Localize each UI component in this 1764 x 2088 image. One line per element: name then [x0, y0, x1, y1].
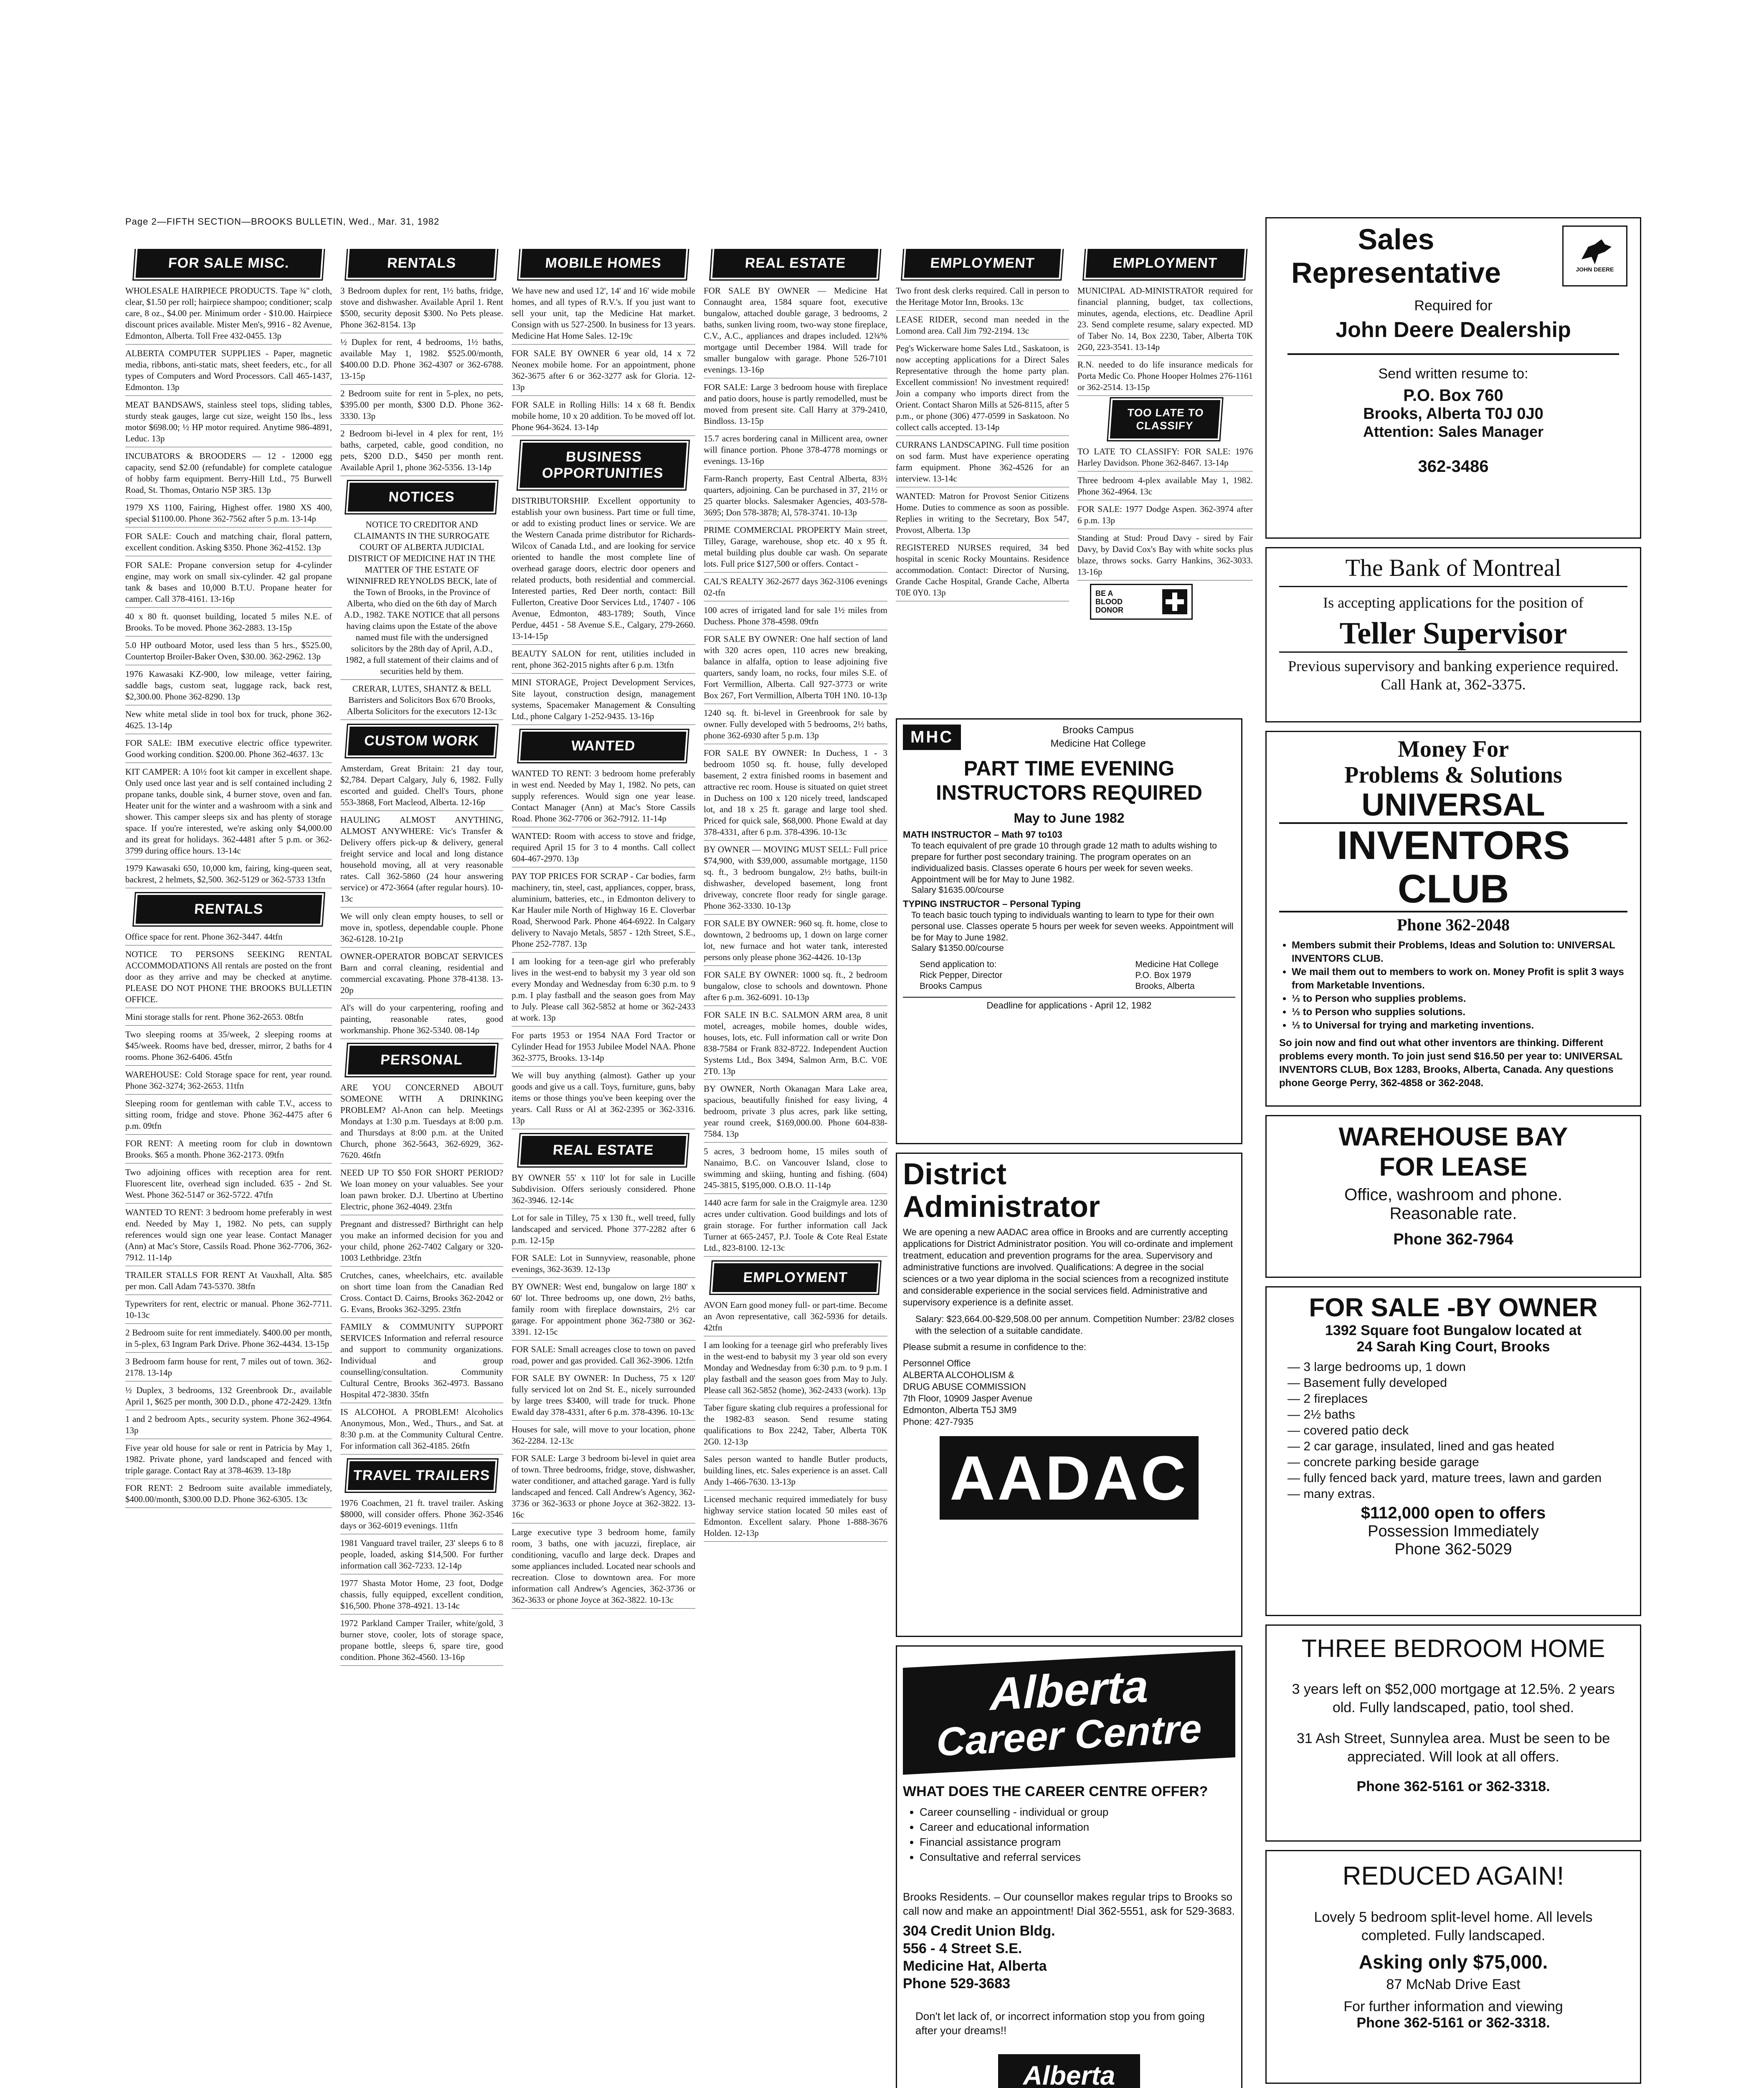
classified-ad: BEAUTY SALON for rent, utilities included in rent, phone 362-2015 nights after 6 p.m. 13tfn	[512, 646, 695, 674]
classified-ad: We will only clean empty houses, to sell or move in, spotless, dependable couple. Phone 362-6128. 10-21p	[340, 909, 503, 948]
classified-ad: 1976 Coachmen, 21 ft. travel trailer. Asking $8000, will consider offers. Phone 362-3546 days or 362-6019 evenings. 11tfn	[340, 1496, 503, 1534]
blood-donor-badge	[1090, 584, 1193, 620]
warehouse-bay-ad	[1265, 1115, 1641, 1278]
classified-ad: HAULING ALMOST ANYTHING, ALMOST ANYWHERE: Vic's Transfer & Delivery offers pick-up & delivery, general freight service and local and long distance household moving, all at very reasonable rates. Call 362-5860 (24 hour answering service) or 472-3664 (after regular hours). 10-13c	[340, 813, 503, 907]
classified-ad: Houses for sale, will move to your location, phone 362-2284. 12-13c	[512, 1422, 695, 1449]
blood-donor-line-1: BE A	[1095, 589, 1113, 598]
ads-real-estate	[704, 284, 887, 1257]
classified-ad: Farm-Ranch property, East Central Alberta, 83½ quarters, adjoining. Can be purchased in 37, 21½ or 25 quarter blocks. Salesmaker Agencies, 403-578-3695; Don 578-3878; Al, 578-3741. 10-13p	[704, 471, 887, 521]
bank-name: The Bank of Montreal	[1279, 554, 1627, 587]
bank-title: Teller Supervisor	[1279, 616, 1627, 653]
classified-ad: Typewriters for rent, electric or manual. Phone 362-7711. 10-13c	[125, 1297, 332, 1324]
section-header-rentals: RENTALS	[135, 895, 322, 924]
section-header-real-estate: REAL ESTATE	[712, 249, 879, 278]
fsbo-price: $112,000 open to offers	[1361, 1504, 1546, 1522]
college-ad	[896, 718, 1242, 1144]
career-addr-2: 556 - 4 Street S.E.	[903, 1941, 1022, 1956]
mhc-logo: MHC	[903, 725, 961, 750]
career-services	[903, 1804, 1235, 1865]
list-item: • Career and educational information	[920, 1819, 1235, 1835]
classified-ad: FOR SALE: Small acreages close to town on paved road, power and gas provided. Call 362-3906. 12tfn	[512, 1342, 695, 1369]
section-header-wanted: WANTED	[520, 732, 687, 760]
ads-for-sale-misc	[125, 284, 332, 888]
three-body-2: 31 Ash Street, Sunnylea area. Must be seen to be appreciated. Will look at all offers.	[1296, 1731, 1610, 1765]
classified-ad: IS ALCOHOL A PROBLEM! Alcoholics Anonymous, Mon., Wed., Thurs., and Sat. at 8:30 p.m. at the Community Cultural Centre. For information call 362-4185. 26tfn	[340, 1405, 503, 1455]
list-item: • ⅓ to Person who supplies solutions.	[1292, 1006, 1627, 1019]
math-heading: MATH INSTRUCTOR – Math 97 to103	[903, 829, 1062, 840]
wh-line-2: Reasonable rate.	[1389, 1204, 1517, 1223]
career-phone: Phone 529-3683	[903, 1976, 1011, 1992]
classified-ad: Pregnant and distressed? Birthright can help you make an informed decision for you and your child, phone 262-7402 Calgary or 320-1003 Lethbridge. 23tfn	[340, 1217, 503, 1267]
typing-body: To teach basic touch typing to individuals wanting to learn to type for their own personal use. Classes operate 5 hours per week for seven weeks. Appointment will be for May to June 1982.	[911, 910, 1234, 943]
section-header-notices: NOTICES	[348, 483, 496, 512]
section-header-real-estate-2: REAL ESTATE	[520, 1136, 687, 1165]
aadac-ad	[896, 1153, 1242, 1637]
send-label: Send application to:	[920, 960, 997, 969]
classified-ad: 15.7 acres bordering canal in Millicent area, owner will finance portion. Phone 378-4778 mornings or evenings. 13-16p	[704, 431, 887, 470]
classified-ad: PRIME COMMERCIAL PROPERTY Main street, Tilley, Garage, warehouse, shop etc. 40 x 95 ft. metal building plus double car wash. On separate lots. Full price $127,500 or offers. Contact -	[704, 523, 887, 573]
classified-ad: Two adjoining offices with reception area for rent. Fluorescent lite, overhead sign included. 635 - 2nd St. West. Phone 362-5147 or 362-5722. 47tfn	[125, 1165, 332, 1204]
inv-items	[1279, 939, 1627, 1032]
classified-ad: Lot for sale in Tilley, 75 x 130 ft., well treed, fully landscaped and serviced. Phone 377-2282 after 6 p.m. 12-15p	[512, 1211, 695, 1249]
sales-city: Brooks, Alberta T0J 0J0	[1363, 405, 1544, 423]
classified-ad: TO LATE TO CLASSIFY: FOR SALE: 1976 Harley Davidson. Phone 362-8467. 13-14p	[1077, 444, 1253, 471]
classified-ad: Large executive type 3 bedroom home, family room, 3 baths, one with jacuzzi, fireplace, air conditioning, vacuflo and large deck. Drapes and some appliances included. Located near schools and recreation. Close to downtown area. For more information call Andrew's Agencies, 362-3736 or 362-3633 or phone Joyce at 362-3822. 10-13c	[512, 1525, 695, 1609]
career-question: WHAT DOES THE CAREER CENTRE OFFER?	[903, 1784, 1208, 1799]
classified-ad: MEAT BANDSAWS, stainless steel tops, sliding tables, sturdy steak gauges, large cut size, weight 150 lbs., less motor $698.00; ½ HP motor required. Anytime 986-4891, Leduc. 13p	[125, 398, 332, 447]
inventors-club-ad	[1265, 731, 1641, 1107]
classified-ad: FOR SALE: Large 3 bedroom bi-level in quiet area of town. Three bedrooms, fridge, stove, dishwasher, water conditioner, and attached garage. Yard is fully landscaped and fenced. Call Andrew's Agency, 362-3736 or 362-3633 or phone Joyce at 362-3822. 13-16c	[512, 1451, 695, 1523]
classified-ad: FOR SALE: Propane conversion setup for 4-cylinder engine, may work on small six-cylinder. 42 gal propane tank & bases and 10,000 B.T.U. Propane heater for camper. Call 378-4161. 13-16p	[125, 558, 332, 608]
wh-title-1: WAREHOUSE BAY	[1338, 1123, 1568, 1151]
fsbo-sub-2: 24 Sarah King Court, Brooks	[1356, 1339, 1550, 1355]
classified-ad: 5 acres, 3 bedroom home, 15 miles south of Nanaimo, B.C. on Vancouver Island, close to swimming and skiing, hunting and fishing. (604) 245-3815, $195,000. O.B.O. 11-14p	[704, 1144, 887, 1194]
classified-ad: Standing at Stud: Proud Davy - sired by Fair Davy, by David Cox's Bay with white socks plus blaze, throws socks. Garry Hankins, 362-3033. 13-16p	[1077, 531, 1253, 580]
sales-phone: 362-3486	[1418, 457, 1489, 476]
college-campus: Brooks Campus	[1062, 725, 1134, 736]
reduced-info: For further information and viewing	[1343, 1999, 1563, 2015]
list-item: • Members submit their Problems, Ideas and Solution to: UNIVERSAL INVENTORS CLUB.	[1292, 939, 1627, 965]
classified-ad: 1979 XS 1100, Fairing, Highest offer. 1980 XS 400, special $1100.00. Phone 362-7562 after 5 p.m. 13-14p	[125, 500, 332, 527]
career-logo	[903, 1650, 1235, 1775]
aadac-title-1: District	[903, 1158, 1007, 1191]
column-2	[340, 249, 503, 2088]
three-bedroom-ad	[1265, 1624, 1641, 1842]
reduced-addr: 87 McNab Drive East	[1386, 1977, 1521, 1992]
list-item: — many extras.	[1288, 1486, 1623, 1502]
classified-ad: 2 Bedroom suite for rent immediately. $400.00 per month, in 5-plex, 63 Ingram Park Drive. Phone 362-4434. 13-15p	[125, 1325, 332, 1353]
career-footer: Don't let lack of, or incorrect information stop you from going after your dreams!!	[915, 2010, 1205, 2037]
classified-ad: AVON Earn good money full- or part-time. Become an Avon representative, call 362-5936 for details. 42tfn	[704, 1298, 887, 1336]
list-item: — 2 car garage, insulated, lined and gas heated	[1288, 1439, 1623, 1455]
classified-ad: 2 Bedroom bi-level in 4 plex for rent, 1½ baths, carpeted, cable, good condition, no pets, $200 D.D., $450 per month rent. Available April 1, phone 362-5356. 13-14p	[340, 426, 503, 476]
send-campus: Brooks Campus	[920, 981, 982, 991]
classified-ad: ALBERTA COMPUTER SUPPLIES - Paper, magnetic media, ribbons, anti-static mats, sheet feeders, etc., for all types of Computers and Word Processors. Call 465-1437, Edmonton. 13p	[125, 346, 332, 396]
section-header-rentals-2: RENTALS	[348, 249, 496, 278]
classified-ad: CURRANS LANDSCAPING. Full time position on sod farm. Must have experience operating farm equipment. Phone 362-4526 for an interview. 13-14c	[896, 438, 1069, 487]
ads-employment	[896, 284, 1069, 601]
classified-ad: Five year old house for sale or rent in Patricia by May 1, 1982. Private phone, yard landscaped and fenced with triple garage. Contact Ray at 378-4639. 13-18p	[125, 1441, 332, 1479]
classified-ad: FOR SALE IN B.C. SALMON ARM area, 8 unit motel, acreages, mobile homes, double wides, houses, lots, etc. Full information call or write Don 838-7584 or Frank 832-8722. Independent Auction Systems Ltd., Box 3494, Salmon Arm, B.C. V0E 2T0. 13p	[704, 1008, 887, 1080]
classified-ad: 1440 acre farm for sale in the Craigmyle area. 1230 acres under cultivation. Good buildings and lots of grain storage. For further information call Jack Turner at 665-2457, P.J. Toole & Cote Real Estate Ltd., 823-8100. 12-13c	[704, 1196, 887, 1257]
list-item: • ⅓ to Person who supplies problems.	[1292, 992, 1627, 1006]
three-phone: Phone 362-5161 or 362-3318.	[1356, 1779, 1550, 1794]
classified-ad: FOR SALE BY OWNER — Medicine Hat Connaught area, 1584 square foot, executive bungalow, attached double garage, 3 bedrooms, 2 baths, sunken living room, two-way stone fireplace, C.V., A.C., appliances and drapes included. 12¾% mortgage until December 1984. Will trade for smaller bungalow with garage. Phone 526-7101 evenings. 13-16p	[704, 284, 887, 378]
fsbo-phone: Phone 362-5029	[1394, 1541, 1512, 1558]
sales-req: Required for	[1414, 298, 1493, 314]
classified-ad: Sales person wanted to handle Butler products, building lines, etc. Sales experience is an asset. Call Andy 1-466-7630. 13-13p	[704, 1452, 887, 1490]
list-item: — Basement fully developed	[1288, 1375, 1623, 1391]
ads-mobile-homes	[512, 284, 695, 436]
classified-ad: BY OWNER: West end, bungalow on large 180' x 60' lot. Three bedrooms up, one down, 2½ baths, family room with fireplace downstairs, 2½ car garage. For appointment phone 362-7380 or 362-3391. 12-15c	[512, 1280, 695, 1340]
career-addr-1: 304 Credit Union Bldg.	[903, 1923, 1055, 1939]
classified-ad: FOR SALE BY OWNER: 1000 sq. ft., 2 bedroom bungalow, close to schools and downtown. Phone after 6 p.m. 362-6091. 10-13p	[704, 968, 887, 1006]
inv-line-1: Money For	[1398, 736, 1509, 762]
addr-3: Brooks, Alberta	[1135, 981, 1195, 991]
list-item: — 2½ baths	[1288, 1407, 1623, 1423]
wh-title-2: FOR LEASE	[1379, 1153, 1528, 1181]
classified-ad: FOR RENT: 2 Bedroom suite available immediately, $400.00/month, $300.00 D.D. Phone 362-6305. 13c	[125, 1481, 332, 1508]
classified-ad: CRERAR, LUTES, SHANTZ & BELL Barristers and Solicitors Box 670 Brooks, Alberta Solicitors for the executors 12-13c	[340, 682, 503, 720]
classified-ad: Taber figure skating club requires a professional for the 1982-83 season. Send resume stating qualifications to Box 2242, Taber, Alberta T0K 2G0. 12-13p	[704, 1401, 887, 1450]
fsbo-possession: Possession Immediately	[1368, 1523, 1539, 1540]
classified-ad: 3 Bedroom duplex for rent, 1½ baths, fridge, stove and dishwasher. Available April 1. Rent $500, security deposit $300. No Pets please. Phone 362-8154. 13p	[340, 284, 503, 333]
inv-body: So join now and find out what other inventors are thinking. Different problems every month. To join just send $16.50 per year to: UNIVERSAL INVENTORS CLUB, Box 1283, Brooks, Alberta, Canada. Any questions phone George Perry, 362-4858 or 362-2048.	[1279, 1037, 1622, 1089]
classified-ad: For parts 1953 or 1954 NAA Ford Tractor or Cylinder Head for 1953 Jubilee Model NAA. Phone 362-3775, Brooks. 13-14p	[512, 1028, 695, 1067]
aadac-body: We are opening a new AADAC area office in Brooks and are currently accepting applications for District Administrator position. You will co-ordinate and implement treatment, education and prevention programs for the area. Supervisory and administrative functions are involved. Qualifications: A degree in the social sciences or a two year diploma in the social sciences from a recognized institute and considerable experience in the social services field. Administrative and supervisory experience is a definite asset.	[903, 1227, 1233, 1308]
section-header-for-sale-misc: FOR SALE MISC.	[135, 249, 322, 278]
fsbo-title: FOR SALE -BY OWNER	[1309, 1293, 1598, 1322]
addr-1: Medicine Hat College	[1135, 960, 1219, 969]
column-6	[1077, 249, 1253, 708]
aadac-salary: Salary: $23,664.00-$29,508.00 per annum. Competition Number: 23/82 closes with the selection of a suitable candidate.	[915, 1314, 1234, 1336]
classified-ad: I am looking for a teenage girl who preferably lives in the west-end to babysit my 3 year old son every Monday and Wednesday from 6:30 p.m. to 9 p.m. I play fastball and the season goes from May to July. Please call 362-5852 (home), 362-2433 (work). 13p	[704, 1338, 887, 1399]
classified-ad: MUNICIPAL AD-MINISTRATOR required for financial planning, budget, tax collections, minutes, agenda, elections, etc. Deadline April 23. Send complete resume, salary expected. MD of Taber No. 14, Box 2230, Taber, Alberta T0K 2G0, 223-3541. 13-14p	[1077, 284, 1253, 356]
classified-ad: FAMILY & COMMUNITY SUPPORT SERVICES Information and referral resource and support to community organizations. Individual and group counselling/consultation. Community Cultural Centre, Brooks 362-4973. Bassano Hospital 472-3830. 35tfn	[340, 1320, 503, 1403]
classified-ad: Office space for rent. Phone 362-3447. 44tfn	[125, 930, 332, 945]
college-dates: May to June 1982	[1014, 811, 1125, 826]
inv-phone: Phone 362-2048	[1397, 915, 1510, 934]
math-body: To teach equivalent of pre grade 10 through grade 12 math to adults wishing to prepare for further post secondary training. The program operates on an individualized basis. Classes operate 6 hours per week for seven weeks. Appointment will be for May to June 1982.	[911, 841, 1217, 884]
classified-ad: Two sleeping rooms at 35/week, 2 sleeping rooms at $45/week. Rooms have bed, dresser, mirror, 2 baths for 4 rooms. Phone 362-6406. 45tfn	[125, 1027, 332, 1066]
classified-ad: FOR RENT: A meeting room for club in downtown Brooks. $65 a month. Phone 362-2173. 09tfn	[125, 1136, 332, 1163]
career-logo-line-1: Alberta	[990, 1660, 1148, 1720]
list-item: • ⅓ to Universal for trying and marketing inventions.	[1292, 1019, 1627, 1032]
classified-ad: MINI STORAGE, Project Development Services, Site layout, construction design, management systems, Spacemaker Management & Consulting Ltd., phone Calgary 1-252-9435. 13-16p	[512, 675, 695, 725]
aadac-logo: AADAC	[940, 1436, 1199, 1520]
classified-ad: New white metal slide in tool box for truck, phone 362-4625. 13-14p	[125, 707, 332, 734]
reduced-phone: Phone 362-5161 or 362-3318.	[1356, 2015, 1550, 2031]
list-item: — concrete parking beside garage	[1288, 1455, 1623, 1470]
sales-box: P.O. Box 760	[1403, 386, 1503, 405]
bank-of-montreal-ad	[1265, 547, 1641, 722]
classified-ad: ½ Duplex, 3 bedrooms, 132 Greenbrook Dr., available April 1, $625 per month, 300 D.D., phone 472-2429. 13tfn	[125, 1383, 332, 1410]
sales-attn: Attention: Sales Manager	[1363, 423, 1544, 440]
aadac-a1: Personnel Office	[903, 1358, 971, 1368]
classified-ad: 100 acres of irrigated land for sale 1½ miles from Duchess. Phone 378-4598. 09tfn	[704, 603, 887, 630]
classified-ad: FOR SALE: 1977 Dodge Aspen. 362-3974 after 6 p.m. 13p	[1077, 502, 1253, 529]
math-salary: Salary $1635.00/course	[911, 885, 1004, 895]
list-item: • We mail them out to members to work on. Money Profit is split 3 ways from Marketable Inventions.	[1292, 965, 1627, 992]
classified-ad: 2 Bedroom suite for rent in 5-plex, no pets, $395.00 per month, $300 D.D. Phone 362-3330. 13p	[340, 386, 503, 425]
college-title: PART TIME EVENING INSTRUCTORS REQUIRED	[935, 757, 1202, 804]
list-item: — 2 fireplaces	[1288, 1391, 1623, 1407]
three-title: THREE BEDROOM HOME	[1301, 1634, 1605, 1662]
classified-ad: 1977 Shasta Motor Home, 23 foot, Dodge chassis, fully equipped, excellent condition, $16,500. Phone 378-4921. 13-14c	[340, 1576, 503, 1614]
list-item: • Financial assistance program	[920, 1835, 1235, 1850]
page-folio: Page 2—FIFTH SECTION—BROOKS BULLETIN, Wed., Mar. 31, 1982	[125, 216, 440, 227]
list-item: — fully fenced back yard, mature trees, lawn and garden	[1288, 1470, 1623, 1486]
classified-ad: 1979 Kawasaki 650, 10,000 km, fairing, king-queen seat, backrest, 2 helmets, $2,500. 362-5129 or 362-5733 13tfn	[125, 861, 332, 888]
column-4	[704, 249, 887, 2088]
classified-ad: FOR SALE: Large 3 bedroom house with fireplace and patio doors, house is partly remodelled, must be moved from present site. Call Harry at 379-2410, Bindloss. 13-15p	[704, 380, 887, 430]
ads-notices	[340, 517, 503, 720]
classified-ad: 1981 Vanguard travel trailer, 23' sleeps 6 to 8 people, loaded, asking $14,500. For further information call 362-7233. 12-14p	[340, 1536, 503, 1574]
classified-ad: Peg's Wickerware home Sales Ltd., Saskatoon, is now accepting applications for a Direct Sales Representative through the home party plan. Excellent commission! No investment required! Join a company who imports direct from the Orient. Contact Sharon Mills at 526-8115, after 5 p.m., or phone (306) 477-0599 in Saskatoon. No collect calls accepted. 13-14p	[896, 341, 1069, 436]
wh-line-1: Office, washroom and phone.	[1344, 1186, 1562, 1204]
ads-rentals-1	[125, 930, 332, 1508]
list-item: • Consultative and referral services	[920, 1850, 1235, 1865]
ads-employment-2	[1077, 284, 1253, 396]
alberta-signature-logo	[998, 2054, 1140, 2088]
column-5	[896, 249, 1069, 708]
section-header-too-late: TOO LATE TO CLASSIFY	[1110, 400, 1220, 438]
classified-ad: I am looking for a teen-age girl who preferably lives in the west-end to babysit my 3 year old son every Monday and Wednesday from 6:30 p.m. to 9 p.m. I play fastball and the season goes from May to July. Please call 362-5852 at home or 362-2433 at work. 13p	[512, 954, 695, 1026]
classified-ad: FOR SALE: Lot in Sunnyview, reasonable, phone evenings, 362-3639. 12-13p	[512, 1251, 695, 1278]
reduced-price: Asking only $75,000.	[1358, 1951, 1548, 1973]
classified-ad: FOR SALE BY OWNER 6 year old, 14 x 72 Neonex mobile home. For an appointment, phone 362-3675 after 6 or 362-3277 ask for Gloria. 12-13p	[512, 346, 695, 396]
ads-real-estate-2	[512, 1171, 695, 1609]
classified-ad: 5.0 HP outboard Motor, used less than 5 hrs., $525.00, Countertop Broiler-Baker Oven, $30.00. 362-2962. 13p	[125, 638, 332, 665]
reduced-body: Lovely 5 bedroom split-level home. All levels completed. Fully landscaped.	[1314, 1909, 1593, 1944]
typing-salary: Salary $1350.00/course	[911, 943, 1004, 953]
classified-ad: FOR SALE BY OWNER: One half section of land with 320 acres open, 110 acres new breaking, balance in alfalfa, option to lease adjoining five quarters, sandy loam, no rocks, four miles S.E. of Fort Vermillion, Alberta. Call 927-3773 or write Box 267, Fort Vermillion, Alberta T0H 1N0. 10-13p	[704, 632, 887, 704]
classified-ad: NOTICE TO PERSONS SEEKING RENTAL ACCOMMODATIONS All rentals are posted on the front door as they arrive and may be checked at anytime. PLEASE DO NOT PHONE THE BROOKS BULLETIN OFFICE.	[125, 947, 332, 1008]
classified-ad: R.N. needed to do life insurance medicals for Porta Medic Co. Phone Hooper Holmes 276-1161 or 362-2514. 13-15p	[1077, 357, 1253, 396]
aadac-a4: 7th Floor, 10909 Jasper Avenue	[903, 1393, 1033, 1404]
classified-ad: Licensed mechanic required immediately for busy highway service station located 50 miles east of Edmonton. Excellent salary. Phone 1-888-3676 Holden. 12-13p	[704, 1492, 887, 1542]
section-header-travel-trailers: TRAVEL TRAILERS	[348, 1461, 496, 1490]
classified-ad: DISTRIBUTORSHIP. Excellent opportunity to establish your own business. Part time or full time, or add to existing product lines or service. We are the Western Canada prime distributor for Richards-Wilcox of Canada Ltd., and are looking for service oriented to handle the most complete line of overhead garage doors, electric door openers and related products, both residential and commercial. Interested parties, Red Deer north, contact: Bill Fullerton, Creative Door Services Ltd., 17407 - 106 Avenue, Edmonton, 483-1789; South, Vince Perdue, 4451 - 58 Avenue S.E., Calgary, 279-2660. 13-14-15p	[512, 494, 695, 645]
career-body: Brooks Residents. – Our counsellor makes regular trips to Brooks so call now and make an appointment! Dial 362-5551, ask for 529-3683.	[903, 1890, 1235, 1917]
inv-line-4: INVENTORS CLUB	[1279, 822, 1627, 912]
ads-rentals-2	[340, 284, 503, 476]
alberta-sig: Alberta	[1023, 2060, 1115, 2088]
classified-ad: 1 and 2 bedroom Apts., security system. Phone 362-4964. 13p	[125, 1412, 332, 1439]
classified-ad: FOR SALE: Couch and matching chair, floral pattern, excellent condition. Asking $350. Phone 362-4152. 13p	[125, 529, 332, 556]
ads-personal	[340, 1080, 503, 1455]
blood-donor-line-2: BLOOD	[1095, 598, 1123, 606]
classified-ad: ½ Duplex for rent, 4 bedrooms, 1½ baths, available May 1, 1982. $525.00/month, $400.00 D.D. Phone 362-4307 or 362-6788. 13-15p	[340, 335, 503, 385]
list-item: — covered patio deck	[1288, 1423, 1623, 1439]
classified-ad: OWNER-OPERATOR BOBCAT SERVICES Barn and corral cleaning, residential and commercial excavating. Phone 378-4138. 13-20p	[340, 949, 503, 999]
classified-ad: KIT CAMPER: A 10½ foot kit camper in excellent shape. Only used once last year and is self contained including 2 propane tanks, double sink, 4 burner stove, oven and fan. Heater unit for the winter and a washroom with a sink and shower. This camper sleeps six and has plenty of storage space. If you're interested, we're asking only $4,000.00 and its great for holidays. 362-4481 after 5 p.m. or 362-3799 during office hours. 13-14c	[125, 765, 332, 859]
classified-ad: Al's will do your carpentering, roofing and painting, reasonable rates, good workmanship. Phone 362-5340. 08-14p	[340, 1001, 503, 1039]
career-logo-line-2: Career Centre	[936, 1706, 1202, 1765]
sales-title: Sales Representative	[1291, 223, 1501, 289]
classified-ad: LEASE RIDER, second man needed in the Lomond area. Call Jim 792-2194. 13c	[896, 312, 1069, 340]
three-body-1: 3 years left on $52,000 mortgage at 12.5%. 2 years old. Fully landscaped, patio, tool shed.	[1292, 1681, 1615, 1716]
college-name: Medicine Hat College	[1050, 738, 1146, 749]
classified-ad: 1976 Kawasaki KZ-900, low mileage, vetter fairing, saddle bags, custom seat, luggage rack, back rest, $2,300.00. Phone 362-8290. 13p	[125, 667, 332, 705]
classified-ad: We have new and used 12', 14' and 16' wide mobile homes, and all types of R.V.'s. If you just want to sell your unit, tap the Medicine Hat market. Consign with us 527-2500. In business for 13 years. Medicine Hat Home Sales. 12-19c	[512, 284, 695, 345]
classified-ad: BY OWNER 55' x 110' lot for sale in Lucille Subdivision. Offers seriously considered. Phone 362-3946. 12-14c	[512, 1171, 695, 1209]
career-centre-ad	[896, 1645, 1242, 2088]
list-item: — 3 large bedrooms up, 1 down	[1288, 1359, 1623, 1375]
reduced-again-ad	[1265, 1850, 1641, 2084]
ads-custom-work	[340, 761, 503, 1039]
classified-ad: WANTED: Matron for Provost Senior Citizens Home. Duties to commence as soon as possible. Replies in writing to the Secretary, Box 547, Provost, Alberta. 13p	[896, 489, 1069, 539]
section-header-personal: PERSONAL	[348, 1046, 496, 1074]
classified-ad: BY OWNER — MOVING MUST SELL: Full price $74,900, with $39,000, assumable mortgage, 1150 sq. ft., 3 bedroom bungalow, 2½ baths, built-in dishwasher, developed basement, long front driveway, concrete floor ready for single garage. Phone 362-3330. 10-13p	[704, 842, 887, 915]
classified-ad: ARE YOU CONCERNED ABOUT SOMEONE WITH A DRINKING PROBLEM? Al-Anon can help. Meetings Mondays at 1:30 p.m. Tuesdays at 8:00 p.m. and Thursdays at 8:00 p.m. at the United Church, phone 362-5643, 362-6929, 362-7620. 46tfn	[340, 1080, 503, 1164]
column-1	[125, 249, 332, 2088]
classified-ad: REGISTERED NURSES required, 34 bed hospital in scenic Rocky Mountains. Residence accommodation. Contact: Director of Nursing, Grande Cache Hospital, Grande Cache, Alberta T0E 0Y0. 13p	[896, 540, 1069, 601]
classified-ad: WANTED TO RENT: 3 bedroom home preferably in west end. Needed by May 1, 1982. No pets, can supply references. Would sign one year lease. Contact Manager (Ann) at Mac's Store Cassils Road. Phone 362-7706 or 362-7912. 11-14p	[512, 766, 695, 827]
aadac-title-2: Administrator	[903, 1190, 1100, 1224]
john-deere-logo	[1562, 226, 1627, 286]
classified-ad: FOR SALE BY OWNER: In Duchess, 75 x 120' fully serviced lot on 2nd St. E., nicely surrounded by large trees $3400, will trade for truck. Phone Ewald day 378-4331, after 6 p.m. 378-4396. 10-13c	[512, 1371, 695, 1421]
classified-ad: PAY TOP PRICES FOR SCRAP - Car bodies, farm machinery, tin, steel, cast, appliances, copper, brass, aluminium, batteries, etc., in Edmonton delivery to Kar Hauler mile North of Highway 16 E. Cloverbar Road, Sherwood Park. Phone 464-6922. In Calgary delivery to Navajo Metals, 5857 - 12th Street, S.E., Phone 252-7787. 13p	[512, 869, 695, 953]
classified-ad: 40 x 80 ft. quonset building, located 5 miles N.E. of Brooks. To be moved. Phone 362-2883. 13-15p	[125, 609, 332, 636]
classified-ad: Two front desk clerks required. Call in person to the Heritage Motor Inn, Brooks. 13c	[896, 284, 1069, 311]
inv-line-2: Problems & Solutions	[1344, 762, 1562, 788]
section-header-custom-work: CUSTOM WORK	[348, 727, 496, 755]
college-deadline: Deadline for applications - April 12, 1982	[903, 997, 1235, 1011]
list-item: • Career counselling - individual or group	[920, 1804, 1235, 1819]
deer-icon	[1578, 239, 1612, 264]
section-header-mobile-homes: MOBILE HOMES	[520, 249, 687, 278]
classified-ad: BY OWNER, North Okanagan Mara Lake area, spacious, beautifully finished for easy living, 4 bedroom, private 3 plus acres, park like setting, year round creek, $169,000.00. Phone 604-838-7584. 13p	[704, 1082, 887, 1143]
ads-wanted	[512, 766, 695, 1129]
aadac-a2: ALBERTA ALCOHOLISM &	[903, 1370, 1014, 1380]
sales-send: Send written resume to:	[1378, 366, 1528, 382]
section-header-employment: EMPLOYMENT	[904, 249, 1061, 278]
ads-business	[512, 494, 695, 725]
ads-travel-trailers	[340, 1496, 503, 1666]
send-name: Rick Pepper, Director	[920, 971, 1003, 980]
ads-too-late	[1077, 444, 1253, 580]
career-addr-3: Medicine Hat, Alberta	[903, 1958, 1047, 1974]
aadac-a3: DRUG ABUSE COMMISSION	[903, 1381, 1026, 1392]
bank-line: Is accepting applications for the position of	[1323, 594, 1584, 611]
classified-ad: Amsterdam, Great Britain: 21 day tour, $2,784. Depart Calgary, July 6, 1982. Fully escorted and guided. Chell's Tours, phone 553-3868, Fort Macleod, Alberta. 12-16p	[340, 761, 503, 811]
classified-ad: FOR SALE BY OWNER: In Duchess, 1 - 3 bedroom 1050 sq. ft. house, fully developed basement, 2 extra finished rooms in basement and attractive rec room. House is situated on quiet street in Duchess on 100 x 120 nicely treed, landscaped lot, and 18 x 25 ft. garage and large tool shed. Priced for quick sale, $68,000. Phone Ewald at day 378-4331, after 6 p.m. 378-4396. 10-13c	[704, 746, 887, 841]
classified-ad: FOR SALE BY OWNER: 960 sq. ft. home, close to downtown, 2 bedrooms up, 1 down on large corner lot, new furnace and hot water tank, interested persons only please phone 362-4426. 10-13p	[704, 916, 887, 966]
section-header-business-opportunities: BUSINESS OPPORTUNITIES	[520, 443, 687, 488]
classified-ad: WAREHOUSE: Cold Storage space for rent, year round. Phone 362-3274; 362-2653. 11tfn	[125, 1067, 332, 1095]
section-header-employment-2: EMPLOYMENT	[1086, 249, 1244, 278]
classified-ad: Three bedroom 4-plex available May 1, 1982. Phone 362-4964. 13c	[1077, 473, 1253, 500]
fsbo-features	[1283, 1359, 1623, 1502]
section-header-employment-3: EMPLOYMENT	[712, 1263, 879, 1292]
classified-ad: NEED UP TO $50 FOR SHORT PERIOD? We loan money on your valuables. See your loan pawn broker. D.J. Ubertino at Ubertino Electric, phone 362-4049. 23tfn	[340, 1166, 503, 1215]
classified-ad: Sleeping room for gentleman with cable T.V., access to sitting room, fridge and stove. Phone 362-4475 after 6 p.m. 09tfn	[125, 1096, 332, 1135]
reduced-title: REDUCED AGAIN!	[1342, 1862, 1564, 1890]
addr-2: P.O. Box 1979	[1135, 971, 1191, 980]
for-sale-by-owner-ad	[1265, 1286, 1641, 1616]
classified-ad: FOR SALE in Rolling Hills: 14 x 68 ft. Bendix mobile home, 10 x 20 addition. To be moved off lot. Phone 964-3624. 13-14p	[512, 398, 695, 436]
column-3	[512, 249, 695, 2088]
red-cross-icon	[1162, 589, 1187, 614]
classified-ad: We will buy anything (almost). Gather up your goods and give us a call. Toys, furniture, guns, baby items or those things you've been keeping over the years. Call Russ or Al at 362-2395 or 362-3316. 13p	[512, 1068, 695, 1129]
classified-ad: 1972 Parkland Camper Trailer, white/gold, 3 burner stove, cooler, lots of storage space, propane bottle, sleeps 6, spare tire, good condition. Phone 362-4560. 13-16p	[340, 1616, 503, 1666]
inv-line-3: UNIVERSAL	[1361, 787, 1545, 823]
classified-ad: WANTED: Room with access to stove and fridge, required April 15 for 3 to 4 months. Call collect 604-467-2970. 13p	[512, 829, 695, 867]
classified-ad: 3 Bedroom farm house for rent, 7 miles out of town. 362-2178. 13-14p	[125, 1354, 332, 1381]
fsbo-sub-1: 1392 Square foot Bungalow located at	[1325, 1323, 1582, 1338]
aadac-a5: Edmonton, Alberta T5J 3M9	[903, 1405, 1017, 1415]
typing-heading: TYPING INSTRUCTOR – Personal Typing	[903, 899, 1081, 909]
classified-ad: TRAILER STALLS FOR RENT At Vauxhall, Alta. $85 per mon. Call Adam 743-5370. 38tfn	[125, 1268, 332, 1295]
bank-body: Previous supervisory and banking experience required. Call Hank at, 362-3375.	[1288, 658, 1619, 693]
ads-employment-3	[704, 1298, 887, 1542]
classified-ad: Crutches, canes, wheelchairs, etc. available on short time loan from the Canadian Red Cross. Contact D. Cairns, Brooks 362-2042 or G. Evans, Brooks 362-3295. 23tfn	[340, 1268, 503, 1318]
classified-ad: NOTICE TO CREDITOR AND CLAIMANTS IN THE SURROGATE COURT OF ALBERTA JUDICIAL DISTRICT OF MEDICINE HAT IN THE MATTER OF THE ESTATE OF WINNIFRED REYNOLDS BECK, late of the Town of Brooks, in the Province of Alberta, who died on the 6th day of March A.D., 1982. TAKE NOTICE that all persons having claims upon the Estate of the above named must file with the undersigned solicitors by the 28th day of April, A.D., 1982, a full statement of their claims and of securities held by them.	[340, 517, 503, 680]
classified-ad: WANTED TO RENT: 3 bedroom home preferably in west end. Needed by May 1, 1982. No pets, can supply references would sign one year lease. Contact Manager (Ann) at Mac's Store, Cassils Road. Phone 362-7706, 362-7912. 11-14p	[125, 1205, 332, 1266]
classified-ad: CAL'S REALTY 362-2677 days 362-3106 evenings 02-tfn	[704, 574, 887, 601]
blood-donor-line-3: DONOR	[1095, 606, 1123, 614]
john-deere-logo-text: JOHN DEERE	[1576, 266, 1614, 273]
aadac-resume: Please submit a resume in confidence to the:	[903, 1342, 1087, 1352]
classified-ad: FOR SALE: IBM executive electric office typewriter. Good working condition. $200.00. Phone 362-4637. 13c	[125, 736, 332, 763]
sales-dealer: John Deere Dealership	[1336, 318, 1571, 342]
john-deere-ad	[1265, 217, 1641, 539]
aadac-a6: Phone: 427-7935	[903, 1416, 973, 1427]
classified-ad: 1240 sq. ft. bi-level in Greenbrook for sale by owner. Fully developed with 5 bedrooms, 2½ baths, phone 362-6930 after 5 p.m. 13p	[704, 706, 887, 744]
classified-ad: WHOLESALE HAIRPIECE PRODUCTS. Tape ¾" cloth, clear, $1.50 per roll; hairpiece shampoo; conditioner; scalp care, 8 oz., $4.00 per. Minimum order - $10.00. Hairpiece discount prices available. Mister Men's, 9916 - 82 Avenue, Edmonton, Alberta. Toll Free 432-0455. 13p	[125, 284, 332, 345]
wh-phone: Phone 362-7964	[1393, 1231, 1513, 1248]
classified-ad: INCUBATORS & BROODERS — 12 - 12000 egg capacity, send $2.00 (refundable) for complete catalogue of hobby farm equipment. Berry-Hill Ltd., 75 Burwell Road, St. Thomas, Ontario N5P 3R5. 13p	[125, 449, 332, 499]
classified-ad: Mini storage stalls for rent. Phone 362-2653. 08tfn	[125, 1010, 332, 1026]
